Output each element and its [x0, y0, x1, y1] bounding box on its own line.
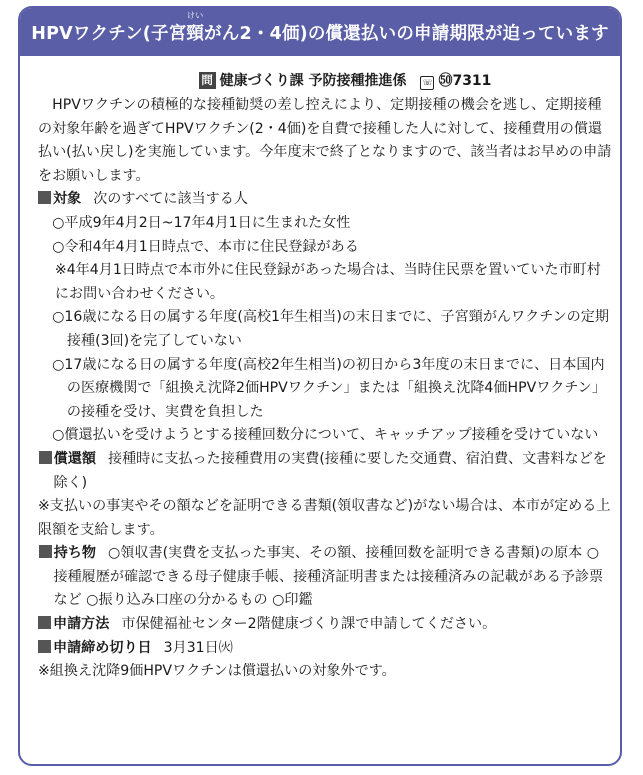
target-item-2: ○令和4年4月1日時点で、本市に住民登録がある [52, 238, 359, 255]
bring-text: ○領収書(実費を支払った事実、その額、接種回数を証明できる書類)の原本 ○接種履歴が確認できる母子健康手帳、接種済証明書または接種済みの記載がある予診票など ○振り込み口座の分かるもの ○印鑑 [53, 545, 604, 609]
bring-label: 持ち物 [53, 545, 96, 562]
refund-section [38, 448, 613, 495]
notice-card [18, 6, 622, 766]
title-kanji-with-furigana [186, 10, 205, 45]
title-part-1: HPVワクチン(子宮 [31, 23, 187, 44]
method-section [38, 613, 613, 637]
square-bullet-icon [38, 640, 51, 653]
title-kanji: 頸 [186, 23, 205, 44]
target-note [38, 259, 613, 306]
square-bullet-icon [39, 545, 52, 558]
square-bullet-icon [39, 451, 52, 464]
inquiry-dept: 健康づくり課 予防接種推進係 [219, 73, 407, 89]
target-item-4: ○17歳になる日の属する年度(高校2年生相当)の初日から3年度の末日までに、日本国内の医療機関で「組換え沈降2価HPVワクチン」または「組換え沈降4価HPVワクチン」の接種を受け、実費を負担した [52, 356, 606, 420]
notice-title [20, 8, 620, 56]
refund-note: ※支払いの事実やその額などを証明できる書類(領収書など)がない場合は、本市が定める上限額を支給します。 [38, 498, 611, 538]
inquiry-line [70, 70, 620, 90]
target-lead: 次のすべてに該当する人 [93, 191, 248, 208]
deadline-text: 3月31日㈫ [163, 639, 233, 656]
deadline-section [38, 637, 613, 661]
phone-icon: ☏ [420, 76, 434, 90]
inquiry-tel: ㊿7311 [438, 73, 492, 89]
target-label: 対象 [53, 191, 82, 208]
target-heading [38, 188, 613, 212]
refund-label: 償還額 [53, 450, 96, 467]
method-label: 申請方法 [53, 616, 110, 633]
bring-section [38, 542, 613, 613]
square-bullet-icon [38, 616, 51, 629]
target-item-3: ○16歳になる日の属する年度(高校1年生相当)の末日までに、子宮頸がんワクチンの定期接種(3回)を完了していない [52, 309, 609, 349]
furigana: けい [187, 10, 204, 20]
square-bullet-icon [38, 191, 51, 204]
inquiry-icon: 問 [199, 72, 216, 89]
intro-paragraph: HPVワクチンの積極的な接種勧奨の差し控えにより、定期接種の機会を逃し、定期接種の対象年齢を過ぎてHPVワクチン(2・4価)を自費で接種した人に対して、接種費用の償還払い(払い戻し)を実施しています。今年度末で終了となりますので、該当者はお早めの申請をお願いします。 [38, 97, 612, 184]
notice-body [20, 90, 620, 684]
footer-note: ※組換え沈降9価HPVワクチンは償還払いの対象外です。 [38, 663, 396, 680]
target-item-5: ○償還払いを受けようとする接種回数分について、キャッチアップ接種を受けていない [52, 427, 599, 444]
deadline-label: 申請締め切り日 [53, 639, 152, 656]
method-text: 市保健福祉センター2階健康づくり課で申請してください。 [121, 616, 497, 633]
target-note-text: ※4年4月1日時点で本市外に住民登録があった場合は、当時住民票を置いていた市町村にお問い合わせください。 [54, 262, 601, 302]
refund-text: 接種時に支払った接種費用の実費(接種に要した交通費、宿泊費、文書料などを除く) [53, 450, 607, 491]
title-part-2: がん2・4価)の償還払いの申請期限が迫っています [204, 23, 609, 44]
target-item-1: ○平成9年4月2日~17年4月1日に生まれた女性 [52, 214, 351, 231]
